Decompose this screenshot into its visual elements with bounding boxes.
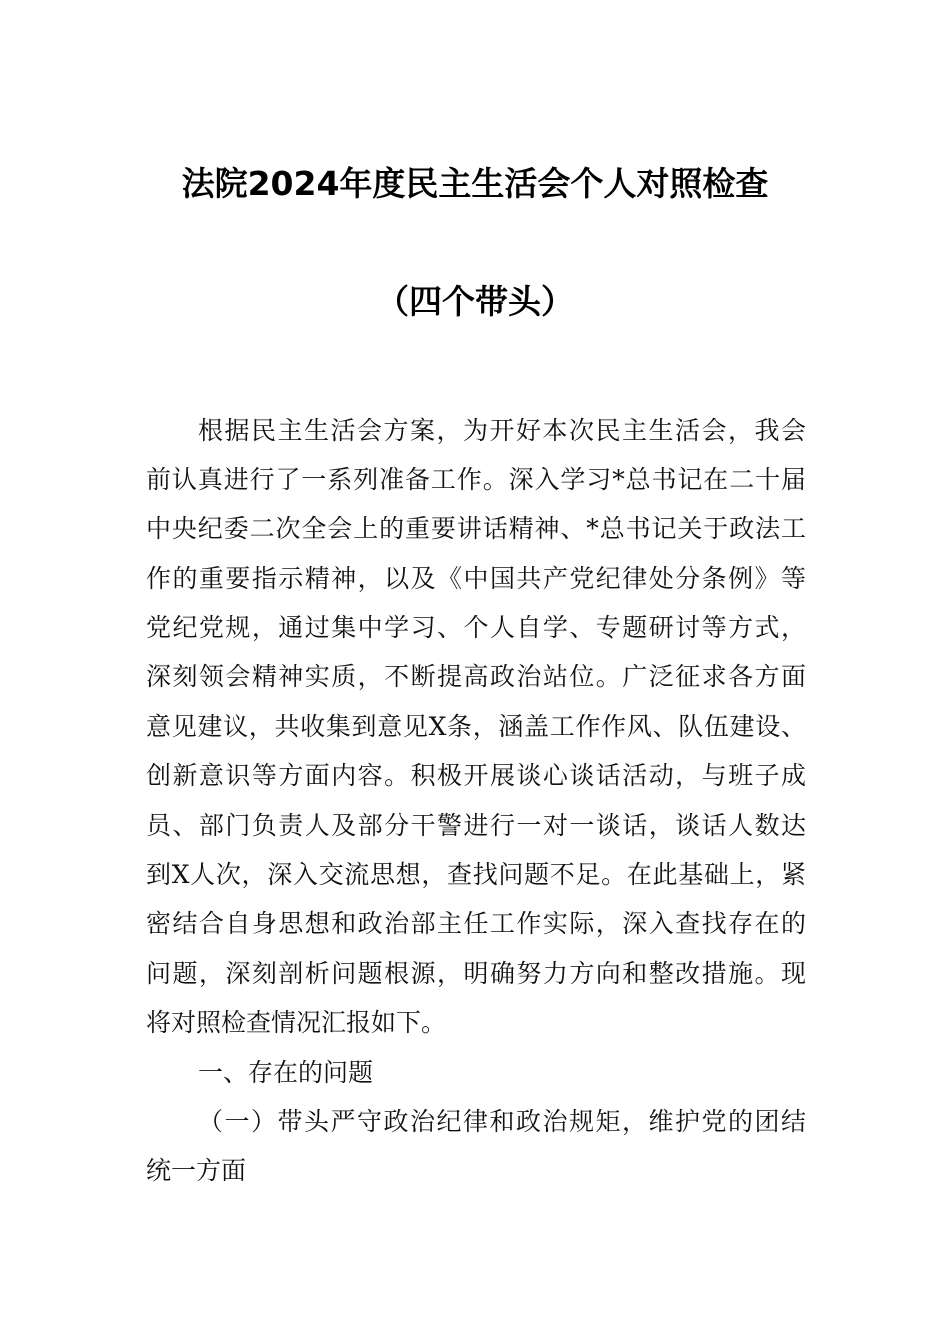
- body-line: 问题，深刻剖析问题根源，明确努力方向和整改措施。现: [146, 959, 806, 988]
- body-line: 意见建议，共收集到意见X条，涵盖工作作风、队伍建设、: [146, 712, 806, 741]
- body-line: 根据民主生活会方案，为开好本次民主生活会，我会: [198, 416, 806, 445]
- document-title: 法院2024年度民主生活会个人对照检查: [181, 164, 769, 203]
- body-line: 员、部门负责人及部分干警进行一对一谈话，谈话人数达: [146, 811, 806, 840]
- body-line: 中央纪委二次全会上的重要讲话精神、*总书记关于政法工: [146, 514, 806, 543]
- body-line-last: 将对照检查情况汇报如下。: [146, 1008, 447, 1037]
- body-line: 作的重要指示精神，以及《中国共产党纪律处分条例》等: [146, 564, 806, 593]
- subsection-heading: （一）带头严守政治纪律和政治规矩，维护党的团结: [198, 1107, 806, 1136]
- body-line: 深刻领会精神实质，不断提高政治站位。广泛征求各方面: [146, 662, 806, 691]
- body-line: 到X人次，深入交流思想，查找问题不足。在此基础上，紧: [146, 860, 806, 889]
- body-line: 党纪党规，通过集中学习、个人自学、专题研讨等方式，: [146, 613, 806, 642]
- body-line: 前认真进行了一系列准备工作。深入学习*总书记在二十届: [146, 465, 806, 494]
- document-subtitle: （四个带头）: [376, 282, 574, 321]
- subsection-heading-continued: 统一方面: [146, 1156, 247, 1185]
- section-heading: 一、存在的问题: [198, 1058, 374, 1087]
- body-line: 创新意识等方面内容。积极开展谈心谈话活动，与班子成: [146, 761, 806, 790]
- body-line: 密结合自身思想和政治部主任工作实际，深入查找存在的: [146, 909, 806, 938]
